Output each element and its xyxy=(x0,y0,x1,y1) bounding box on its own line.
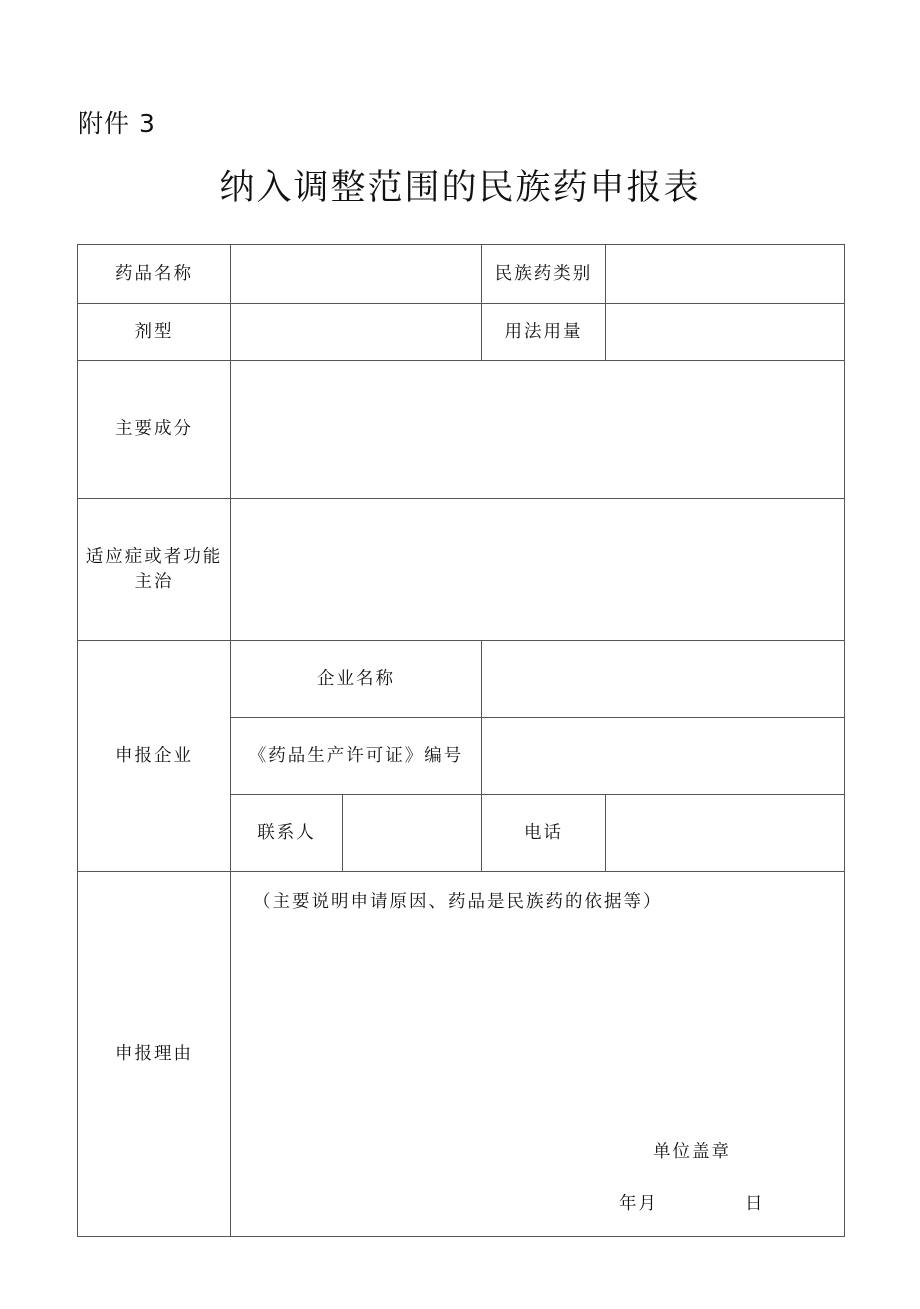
usage-dosage-field[interactable] xyxy=(606,304,845,361)
ethnic-category-label: 民族药类别 xyxy=(482,245,606,304)
drug-name-field[interactable] xyxy=(231,245,482,304)
contact-person-field[interactable] xyxy=(343,795,482,872)
indications-label xyxy=(78,499,231,641)
dosage-form-label: 剂型 xyxy=(78,304,231,361)
drug-name-label: 药品名称 xyxy=(78,245,231,304)
date-day: 日 xyxy=(745,1194,765,1214)
application-form-table xyxy=(77,244,845,1237)
phone-label: 电话 xyxy=(482,795,606,872)
dosage-form-field[interactable] xyxy=(231,304,482,361)
form-title: 纳入调整范围的民族药申报表 xyxy=(219,168,701,208)
date-year-month: 年月 xyxy=(619,1194,658,1214)
applicant-label: 申报企业 xyxy=(78,641,231,872)
indications-label-line2: 主治 xyxy=(134,571,174,592)
ethnic-category-field[interactable] xyxy=(606,245,845,304)
seal-label: 单位盖章 xyxy=(653,1142,731,1162)
contact-person-label: 联系人 xyxy=(231,795,343,872)
phone-field[interactable] xyxy=(606,795,845,872)
indications-field[interactable] xyxy=(231,499,845,641)
main-ingredients-label: 主要成分 xyxy=(78,361,231,499)
company-name-field[interactable] xyxy=(482,641,845,718)
license-number-label: 《药品生产许可证》编号 xyxy=(231,718,482,795)
reason-field[interactable] xyxy=(231,872,845,1237)
attachment-label: 附件 3 xyxy=(78,109,156,138)
reason-label: 申报理由 xyxy=(78,872,231,1237)
license-number-field[interactable] xyxy=(482,718,845,795)
indications-label-line1: 适应症或者功能 xyxy=(85,547,223,567)
main-ingredients-field[interactable] xyxy=(231,361,845,499)
usage-dosage-label: 用法用量 xyxy=(482,304,606,361)
company-name-label: 企业名称 xyxy=(231,641,482,718)
reason-instruction: （主要说明申请原因、药品是民族药的依据等） xyxy=(253,892,663,912)
